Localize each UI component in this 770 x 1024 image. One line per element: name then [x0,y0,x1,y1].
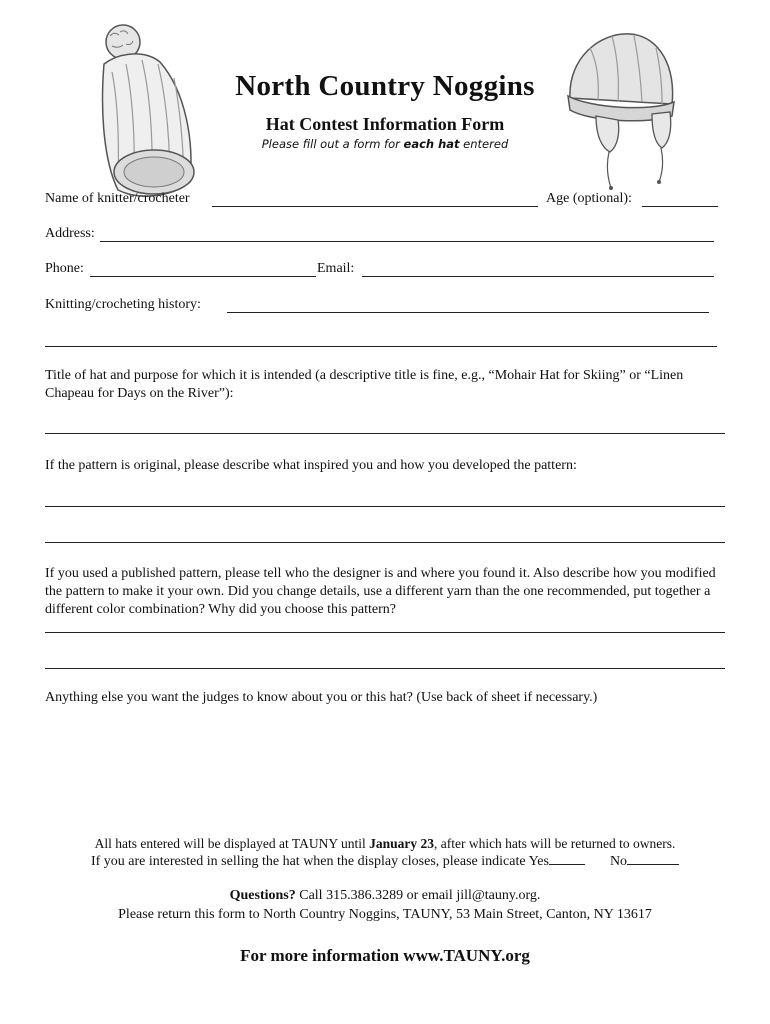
history-label: Knitting/crocheting history: [45,297,201,312]
questions-contact: Call 315.386.3289 or email jill@tauny.org. [295,888,541,903]
questions-label: Questions? [229,888,296,903]
no-field[interactable] [627,852,679,865]
original-pattern-answer-line-1[interactable] [45,506,725,507]
history-field-line-2[interactable] [45,346,717,347]
beanie-hat-illustration [90,22,202,202]
email-field[interactable] [362,276,714,277]
display-notice-post: , after which hats will be returned to owners. [433,836,676,851]
history-field[interactable] [227,312,709,313]
display-notice [0,835,770,853]
original-pattern-answer-line-2[interactable] [45,542,725,543]
instruction-emphasis: each hat [403,137,460,151]
form-instruction [0,137,770,151]
address-field[interactable] [100,241,714,242]
age-label: Age (optional): [546,191,632,206]
return-address: Please return this form to North Country Noggins, TAUNY, 53 Main Street, Canton, NY 13617 [118,907,652,922]
published-pattern-answer-line-2[interactable] [45,668,725,669]
email-label: Email: [317,261,355,276]
published-pattern-answer-line-1[interactable] [45,632,725,633]
instruction-pre: Please fill out a form for [261,137,404,151]
anything-else-question: Anything else you want the judges to know about you or this hat? (Use back of sheet if necessary.) [45,690,598,705]
hat-title-question: Title of hat and purpose for which it is intended (a descriptive title is fine, e.g., “Mohair Hat for Skiing” or “Linen Chapeau for Days on the River”): [45,368,684,401]
earflap-hat-illustration [560,28,680,198]
age-field[interactable] [642,206,718,207]
page-title: North Country Noggins [235,70,535,102]
original-pattern-question: If the pattern is original, please describe what inspired you and how you developed the pattern: [45,458,577,473]
name-field[interactable] [212,206,538,207]
display-notice-pre: All hats entered will be displayed at TAUNY until [94,836,370,851]
selling-row [0,852,770,871]
form-subtitle: Hat Contest Information Form [265,114,505,134]
instruction-post: entered [459,137,509,151]
phone-label: Phone: [45,261,84,276]
questions-line [0,887,770,905]
address-label: Address: [45,226,95,241]
no-label: No [609,854,628,869]
phone-field[interactable] [90,276,316,277]
hat-title-answer-line[interactable] [45,433,725,434]
name-label: Name of knitter/crocheter [45,191,190,206]
yes-field[interactable] [549,852,585,865]
yes-label: Yes [528,854,549,869]
display-date: January 23 [369,836,434,851]
more-info-link[interactable]: For more information www.TAUNY.org [240,946,530,965]
published-pattern-question: If you used a published pattern, please tell who the designer is and where you found it. Also describe how you modified the pattern to make it your own. Did you change details, use a different yarn than the one recommended, put together a different color combination? Why did you choose this pattern? [45,566,716,617]
selling-text: If you are interested in selling the hat when the display closes, please indicate [90,854,526,869]
